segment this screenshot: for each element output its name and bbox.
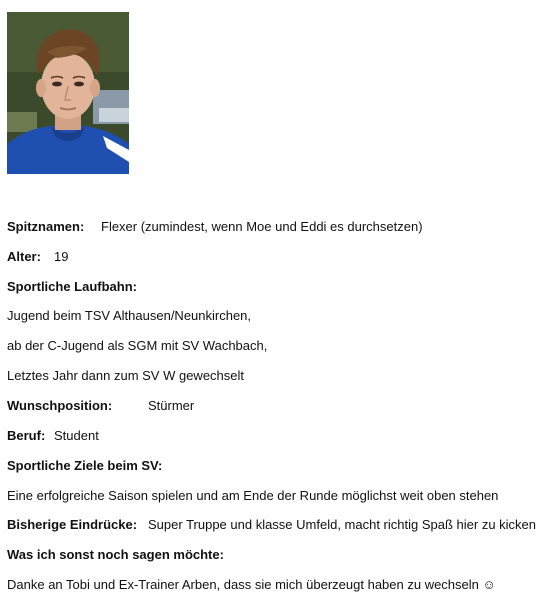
career-heading: Sportliche Laufbahn: [7,279,137,294]
impressions-row [7,517,537,533]
position-label: Wunschposition: [7,398,113,413]
job-value: Student [54,428,99,443]
career-line: Letztes Jahr dann zum SV W gewechselt [7,368,245,383]
age-row [7,249,69,265]
impressions-label: Bisherige Eindrücke: [7,517,138,532]
nickname-label: Spitznamen: [7,219,85,234]
age-label: Alter: [7,249,41,264]
position-value: Stürmer [148,398,195,413]
job-row [7,428,99,444]
nickname-row [7,219,423,235]
impressions-value: Super Truppe und klasse Umfeld, macht richtig Spaß hier zu kicken [148,517,537,532]
player-portrait-image [7,12,129,174]
age-value: 19 [54,249,69,264]
player-photo [7,12,129,174]
goals-text: Eine erfolgreiche Saison spielen und am Ende der Runde möglichst weit oben stehen [7,488,499,503]
other-heading: Was ich sonst noch sagen möchte: [7,547,224,562]
job-label: Beruf: [7,428,46,443]
career-line: ab der C-Jugend als SGM mit SV Wachbach, [7,338,268,353]
other-text: Danke an Tobi und Ex-Trainer Arben, dass sie mich überzeugt haben zu wechseln ☺ [7,577,496,592]
position-row [7,398,195,414]
goals-heading: Sportliche Ziele beim SV: [7,458,163,473]
nickname-value: Flexer (zumindest, wenn Moe und Eddi es durchsetzen) [101,219,423,234]
career-line: Jugend beim TSV Althausen/Neunkirchen, [7,308,252,323]
